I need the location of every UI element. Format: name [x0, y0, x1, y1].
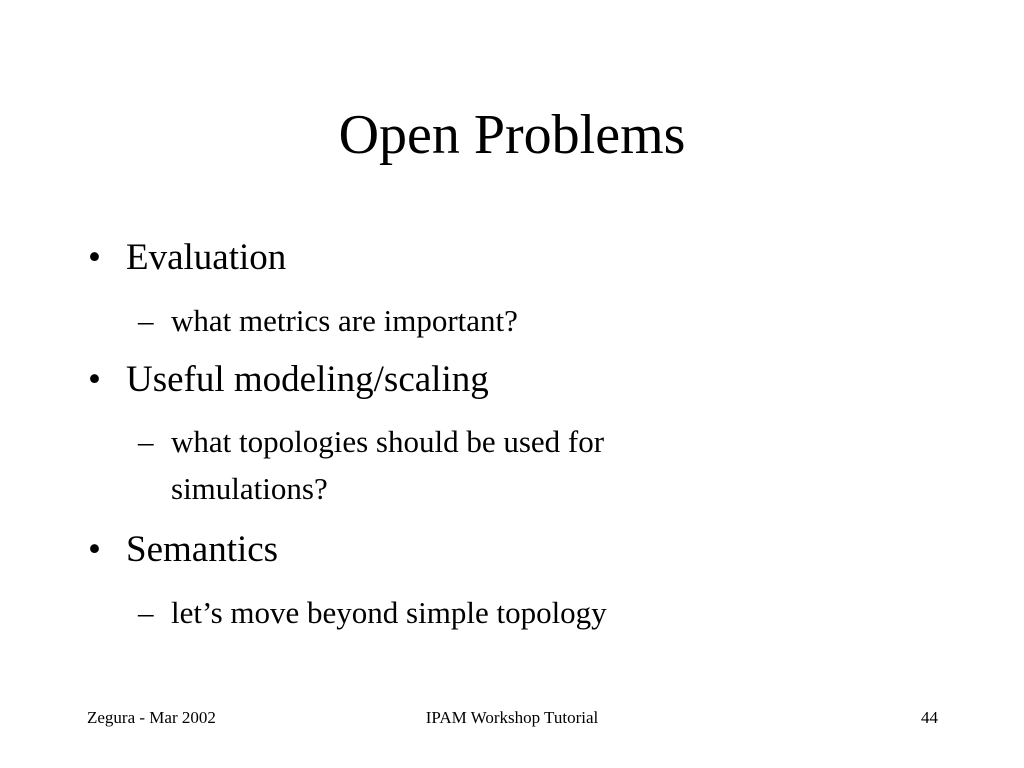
bullet-label: Evaluation: [126, 237, 287, 278]
sub-bullet-item: [138, 418, 758, 512]
sub-bullet-item: [138, 589, 758, 636]
slide-title: Open Problems: [338, 104, 686, 166]
sub-bullet-label: what topologies should be used for simulations?: [171, 424, 605, 506]
dash-icon: –: [138, 595, 154, 630]
bullet-icon: •: [88, 359, 101, 400]
bullet-label: Semantics: [126, 529, 279, 570]
dash-icon: –: [138, 303, 154, 338]
bullet-icon: •: [88, 237, 101, 278]
bullet-icon: •: [88, 529, 101, 570]
bullet-label: Useful modeling/scaling: [126, 359, 489, 400]
footer-event: IPAM Workshop Tutorial: [425, 708, 599, 727]
sub-bullet-item: [138, 297, 758, 344]
slide-number: 44: [921, 708, 938, 727]
dash-icon: –: [138, 424, 154, 459]
bullet-item-semantics: [88, 529, 278, 571]
footer-author-date: Zegura - Mar 2002: [87, 708, 216, 727]
bullet-item-useful-modeling: [88, 359, 489, 401]
sub-bullet-label: what metrics are important?: [171, 303, 518, 338]
bullet-item-evaluation: [88, 237, 286, 279]
sub-bullet-label: let’s move beyond simple topology: [171, 595, 607, 630]
